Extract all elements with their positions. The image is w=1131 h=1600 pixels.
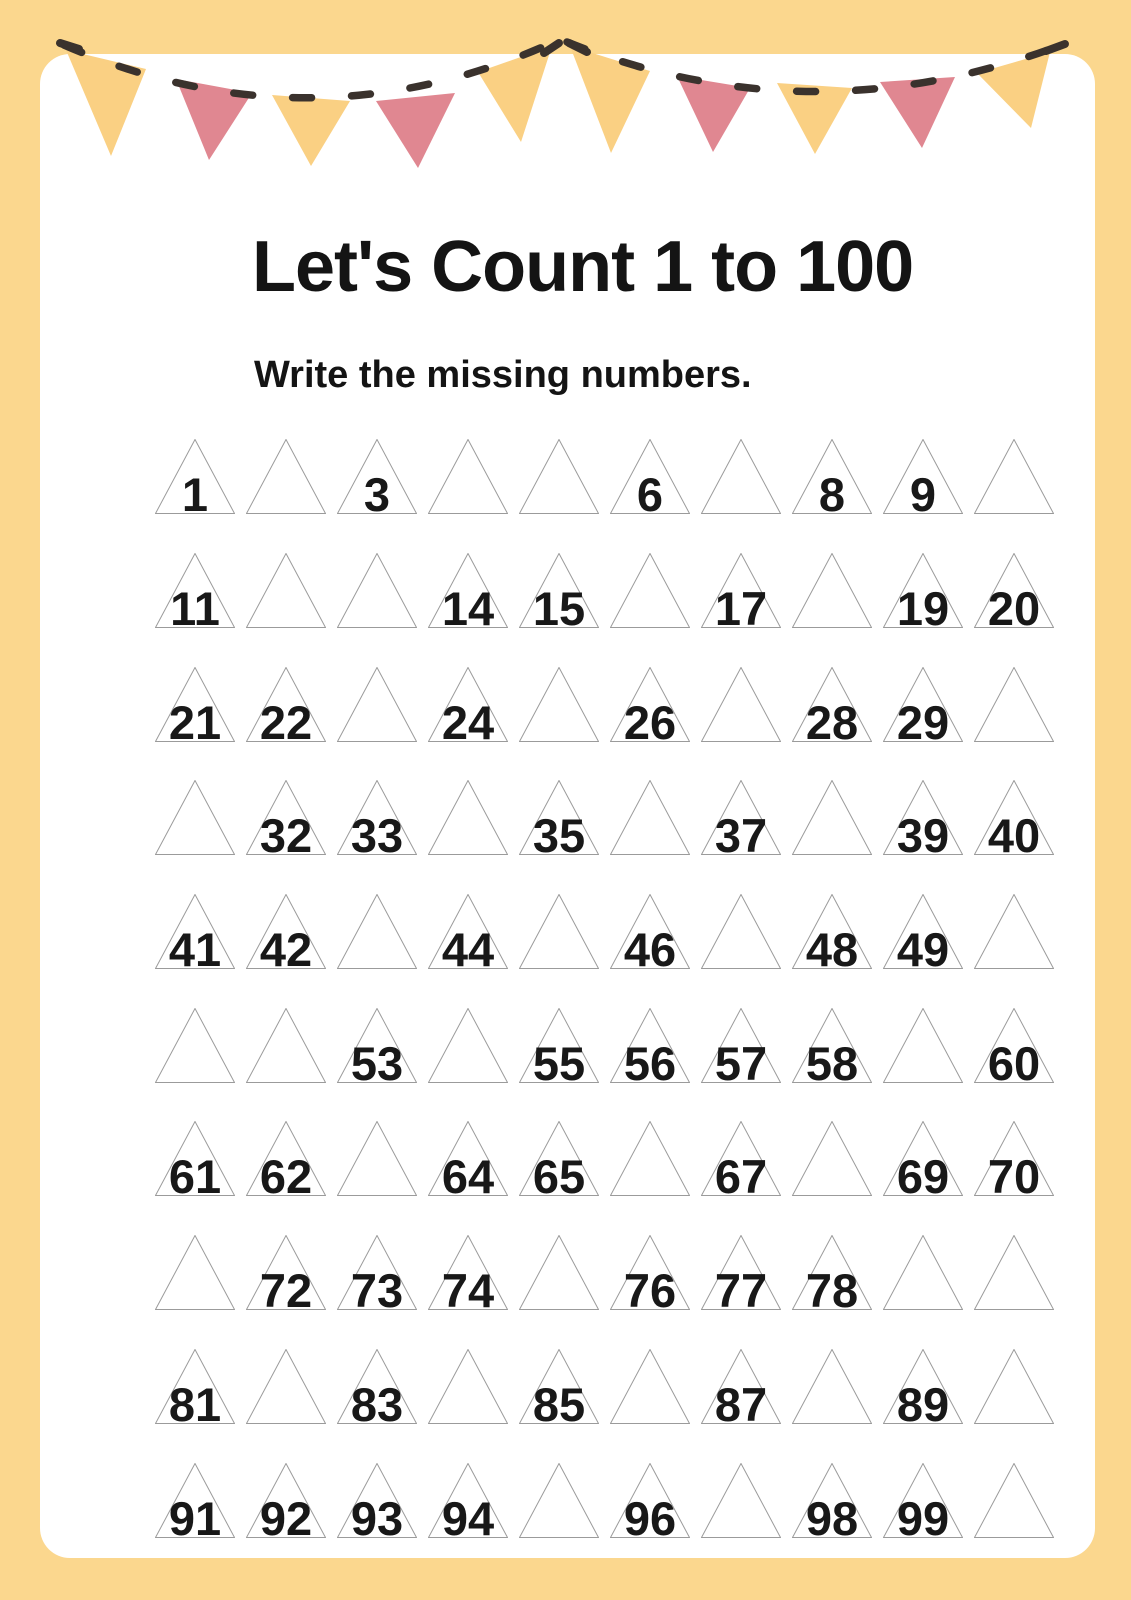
- triangle-number: 48: [805, 923, 859, 976]
- number-triangle-blank: [610, 780, 690, 855]
- number-triangle-filled: [337, 1463, 417, 1545]
- number-triangle-filled: [792, 1008, 872, 1090]
- number-triangle-blank: [974, 667, 1054, 742]
- triangle-number: 98: [805, 1492, 859, 1545]
- triangle-outline: [974, 1349, 1054, 1424]
- number-triangle-filled: [974, 1121, 1054, 1203]
- number-triangle-blank: [792, 1349, 872, 1424]
- number-triangle-filled: [246, 780, 326, 862]
- triangle-number: 8: [818, 468, 846, 521]
- triangle-outline: [519, 894, 599, 969]
- triangle-number: 69: [896, 1150, 950, 1203]
- number-triangle-filled: [155, 439, 235, 521]
- number-triangle-blank: [974, 1349, 1054, 1424]
- triangle-outline: [610, 553, 690, 628]
- triangle-number: 32: [259, 809, 313, 862]
- grid-row-1: [155, 439, 1054, 521]
- triangle-number: 46: [623, 923, 677, 976]
- number-triangle-blank: [974, 894, 1054, 969]
- number-triangle-blank: [974, 1235, 1054, 1310]
- grid-row-6: [155, 1008, 1054, 1090]
- triangle-number: 72: [259, 1264, 313, 1317]
- number-triangle-blank: [337, 553, 417, 628]
- triangle-number: 9: [909, 468, 937, 521]
- triangle-number: 64: [441, 1150, 495, 1203]
- triangle-outline: [337, 894, 417, 969]
- triangle-number: 89: [896, 1378, 950, 1431]
- bunting-string-knot: [60, 43, 79, 49]
- triangle-number: 40: [987, 809, 1041, 862]
- number-triangle-blank: [246, 1008, 326, 1083]
- triangle-number: 37: [714, 809, 768, 862]
- triangle-number: 83: [350, 1378, 404, 1431]
- number-triangle-blank: [610, 1349, 690, 1424]
- number-triangle-filled: [610, 1235, 690, 1317]
- triangle-number: 11: [170, 582, 220, 635]
- number-triangle-blank: [519, 894, 599, 969]
- triangle-number: 92: [259, 1492, 313, 1545]
- number-triangle-filled: [610, 667, 690, 749]
- number-triangle-filled: [701, 1008, 781, 1090]
- triangle-outline: [701, 894, 781, 969]
- number-triangle-blank: [519, 667, 599, 742]
- grid-row-9: [155, 1349, 1054, 1431]
- triangle-number: 1: [181, 468, 209, 521]
- triangle-outline: [883, 1235, 963, 1310]
- grid-row-2: [155, 553, 1054, 635]
- number-triangle-blank: [610, 1121, 690, 1196]
- number-triangle-filled: [701, 1235, 781, 1317]
- number-triangle-blank: [428, 439, 508, 514]
- number-triangle-filled: [337, 1235, 417, 1317]
- triangle-outline: [792, 1349, 872, 1424]
- number-triangle-filled: [155, 1463, 235, 1545]
- triangle-number: 57: [714, 1037, 768, 1090]
- bunting-string-knot: [544, 43, 559, 53]
- triangle-outline: [701, 1463, 781, 1538]
- number-triangle-filled: [428, 894, 508, 976]
- number-triangle-filled: [155, 1349, 235, 1431]
- triangle-outline: [701, 667, 781, 742]
- number-triangle-filled: [701, 553, 781, 635]
- triangle-number: 44: [441, 923, 495, 976]
- triangle-number: 6: [636, 468, 664, 521]
- number-triangle-filled: [519, 1349, 599, 1431]
- triangle-outline: [701, 439, 781, 514]
- number-triangle-filled: [974, 1008, 1054, 1090]
- number-triangle-filled: [246, 1463, 326, 1545]
- grid-row-7: [155, 1121, 1054, 1203]
- triangle-outline: [428, 439, 508, 514]
- number-triangle-blank: [701, 667, 781, 742]
- number-triangle-filled: [974, 780, 1054, 862]
- number-triangle-filled: [155, 667, 235, 749]
- triangle-outline: [519, 1463, 599, 1538]
- number-triangle-filled: [701, 1121, 781, 1203]
- triangle-number: 53: [350, 1037, 404, 1090]
- number-triangle-filled: [519, 553, 599, 635]
- number-triangle-blank: [519, 439, 599, 514]
- triangle-number: 15: [532, 582, 586, 635]
- triangle-number: 65: [532, 1150, 586, 1203]
- number-triangle-filled: [792, 894, 872, 976]
- triangle-number: 42: [259, 923, 313, 976]
- number-triangle-filled: [428, 1463, 508, 1545]
- triangle-number: 22: [259, 696, 313, 749]
- instruction-text: Write the missing numbers.: [254, 354, 752, 396]
- triangle-number: 24: [441, 696, 495, 749]
- number-triangle-blank: [974, 439, 1054, 514]
- number-triangle-filled: [337, 439, 417, 521]
- triangle-outline: [337, 553, 417, 628]
- triangle-number: 67: [714, 1150, 768, 1203]
- triangle-number: 70: [987, 1150, 1041, 1203]
- number-triangle-blank: [883, 1235, 963, 1310]
- number-triangle-filled: [337, 1008, 417, 1090]
- number-triangle-blank: [519, 1463, 599, 1538]
- number-triangle-filled: [792, 1235, 872, 1317]
- triangle-outline: [610, 1121, 690, 1196]
- number-triangle-filled: [337, 780, 417, 862]
- number-triangle-filled: [428, 553, 508, 635]
- number-triangle-blank: [974, 1463, 1054, 1538]
- triangle-number: 81: [168, 1378, 222, 1431]
- number-triangle-blank: [246, 553, 326, 628]
- triangle-number: 61: [168, 1150, 222, 1203]
- number-triangle-blank: [246, 439, 326, 514]
- number-triangle-filled: [883, 780, 963, 862]
- number-triangle-blank: [792, 1121, 872, 1196]
- triangle-outline: [428, 780, 508, 855]
- number-triangle-filled: [428, 667, 508, 749]
- triangle-outline: [974, 667, 1054, 742]
- triangle-number: 49: [896, 923, 950, 976]
- triangle-outline: [337, 667, 417, 742]
- number-triangle-blank: [701, 439, 781, 514]
- triangle-number: 28: [805, 696, 859, 749]
- triangle-number: 35: [532, 809, 586, 862]
- number-triangle-blank: [246, 1349, 326, 1424]
- triangle-outline: [974, 1463, 1054, 1538]
- triangle-number: 39: [896, 809, 950, 862]
- triangle-number: 87: [714, 1378, 768, 1431]
- number-triangle-blank: [610, 553, 690, 628]
- number-triangle-filled: [246, 894, 326, 976]
- triangle-number: 55: [532, 1037, 586, 1090]
- grid-row-8: [155, 1235, 1054, 1317]
- triangle-number: 58: [805, 1037, 859, 1090]
- number-triangle-filled: [883, 1121, 963, 1203]
- triangle-outline: [337, 1121, 417, 1196]
- number-triangle-blank: [428, 780, 508, 855]
- number-triangle-filled: [337, 1349, 417, 1431]
- number-triangle-filled: [246, 1235, 326, 1317]
- triangle-outline: [428, 1008, 508, 1083]
- worksheet-card: [40, 54, 1095, 1558]
- triangle-number: 77: [714, 1264, 768, 1317]
- triangle-outline: [883, 1008, 963, 1083]
- triangle-outline: [155, 780, 235, 855]
- triangle-outline: [246, 1349, 326, 1424]
- triangle-outline: [792, 780, 872, 855]
- triangle-number: 3: [363, 468, 391, 521]
- number-triangle-blank: [155, 1008, 235, 1083]
- number-triangle-filled: [792, 439, 872, 521]
- triangle-number: 21: [168, 696, 222, 749]
- triangle-outline: [246, 553, 326, 628]
- number-triangle-filled: [246, 667, 326, 749]
- triangle-outline: [246, 439, 326, 514]
- triangle-outline: [519, 1235, 599, 1310]
- triangle-number: 78: [805, 1264, 859, 1317]
- triangle-outline: [610, 1349, 690, 1424]
- number-triangle-blank: [519, 1235, 599, 1310]
- triangle-outline: [974, 894, 1054, 969]
- triangle-outline: [519, 667, 599, 742]
- number-triangle-filled: [883, 894, 963, 976]
- triangle-outline: [155, 1008, 235, 1083]
- triangle-number: 26: [623, 696, 677, 749]
- triangle-number: 60: [987, 1037, 1041, 1090]
- triangle-number: 91: [168, 1492, 222, 1545]
- triangle-number: 94: [441, 1492, 495, 1545]
- number-triangle-filled: [701, 780, 781, 862]
- triangle-outline: [792, 1121, 872, 1196]
- number-triangle-filled: [610, 1008, 690, 1090]
- number-triangle-blank: [792, 553, 872, 628]
- triangle-outline: [519, 439, 599, 514]
- grid-row-10: [155, 1463, 1054, 1545]
- triangle-number: 29: [896, 696, 950, 749]
- number-triangle-blank: [701, 894, 781, 969]
- number-triangle-blank: [701, 1463, 781, 1538]
- number-triangle-filled: [610, 1463, 690, 1545]
- number-triangle-filled: [701, 1349, 781, 1431]
- number-triangle-blank: [428, 1008, 508, 1083]
- number-triangle-filled: [519, 780, 599, 862]
- grid-row-5: [155, 894, 1054, 976]
- triangle-number: 76: [623, 1264, 677, 1317]
- number-triangle-filled: [519, 1008, 599, 1090]
- triangle-number: 17: [714, 582, 768, 635]
- number-triangle-filled: [883, 1463, 963, 1545]
- number-triangle-filled: [155, 1121, 235, 1203]
- triangle-outline: [974, 439, 1054, 514]
- number-triangle-filled: [883, 1349, 963, 1431]
- triangle-outline: [155, 1235, 235, 1310]
- triangle-number: 41: [168, 923, 222, 976]
- number-triangle-filled: [428, 1121, 508, 1203]
- number-triangle-filled: [519, 1121, 599, 1203]
- triangle-number: 96: [623, 1492, 677, 1545]
- triangle-outline: [792, 553, 872, 628]
- number-triangle-blank: [155, 780, 235, 855]
- triangle-number: 85: [532, 1378, 586, 1431]
- triangle-number: 74: [441, 1264, 495, 1317]
- number-triangle-blank: [883, 1008, 963, 1083]
- triangle-number: 56: [623, 1037, 677, 1090]
- number-triangle-blank: [337, 894, 417, 969]
- triangle-number: 99: [896, 1492, 950, 1545]
- triangle-number: 14: [441, 582, 495, 635]
- triangle-number: 19: [896, 582, 950, 635]
- triangle-outline: [246, 1008, 326, 1083]
- triangle-outline: [428, 1349, 508, 1424]
- triangle-outline: [974, 1235, 1054, 1310]
- number-triangle-filled: [428, 1235, 508, 1317]
- number-triangle-blank: [337, 1121, 417, 1196]
- triangle-number: 93: [350, 1492, 404, 1545]
- number-triangle-filled: [246, 1121, 326, 1203]
- number-triangle-blank: [155, 1235, 235, 1310]
- triangle-number: 62: [259, 1150, 313, 1203]
- number-triangle-filled: [883, 553, 963, 635]
- number-triangle-filled: [792, 1463, 872, 1545]
- number-triangle-filled: [610, 894, 690, 976]
- number-triangle-blank: [337, 667, 417, 742]
- triangle-number: 20: [987, 582, 1041, 635]
- number-triangle-filled: [610, 439, 690, 521]
- number-triangle-filled: [155, 894, 235, 976]
- page-title: Let's Count 1 to 100: [252, 227, 914, 307]
- number-triangle-filled: [792, 667, 872, 749]
- number-triangle-blank: [792, 780, 872, 855]
- number-triangle-blank: [428, 1349, 508, 1424]
- grid-row-4: [155, 780, 1054, 862]
- number-triangle-filled: [155, 553, 235, 635]
- grid-row-3: [155, 667, 1054, 749]
- triangle-outline: [610, 780, 690, 855]
- number-triangle-filled: [883, 667, 963, 749]
- number-triangle-filled: [883, 439, 963, 521]
- number-triangle-filled: [974, 553, 1054, 635]
- bunting-string-knot: [1046, 44, 1065, 51]
- triangle-number: 73: [350, 1264, 404, 1317]
- bunting-string-knot: [569, 43, 587, 52]
- triangle-number: 33: [350, 809, 404, 862]
